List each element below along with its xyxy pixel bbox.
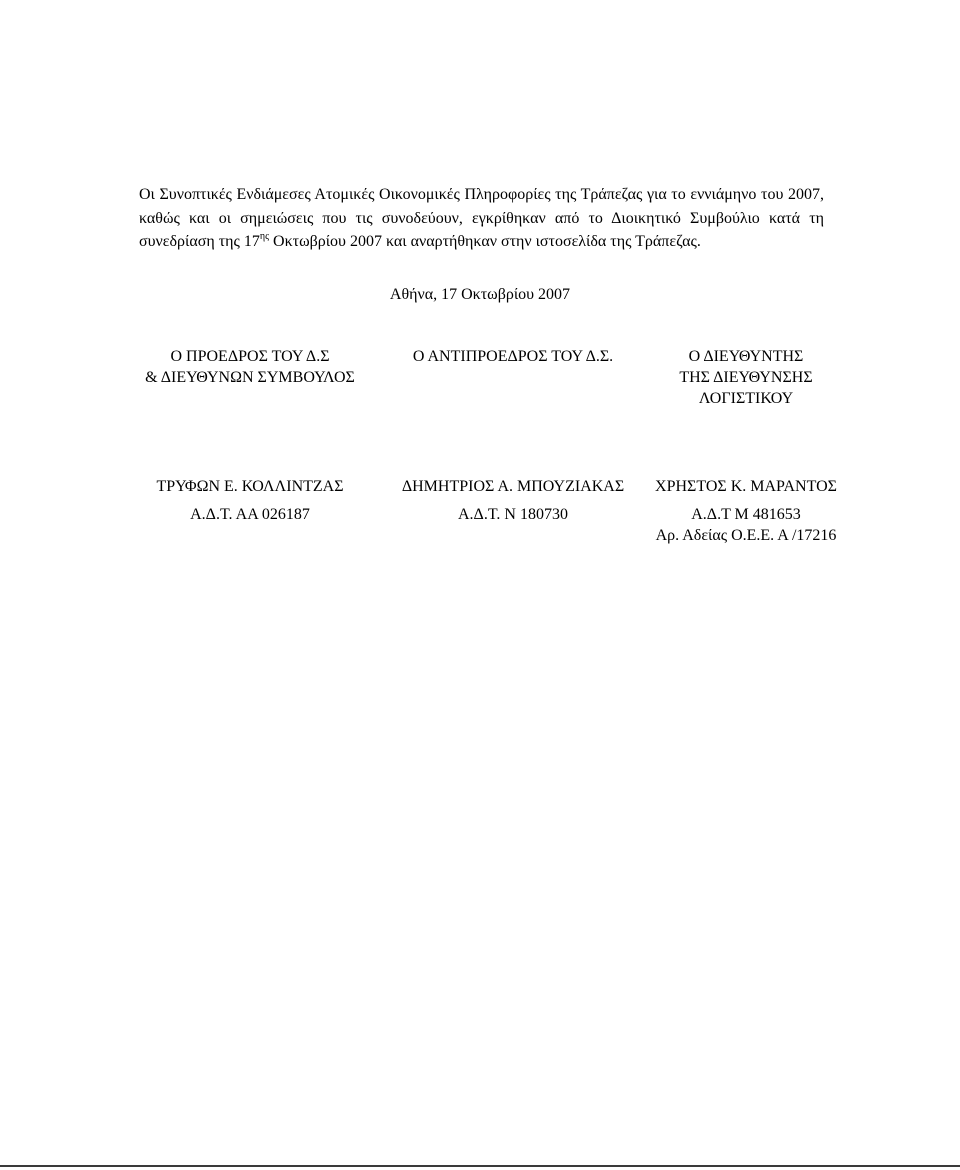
signatory-3-title — [616, 346, 876, 409]
signatory-1-id — [120, 504, 380, 525]
paragraph-text-start: Οι Συνοπτικές Ενδιάμεσες Ατομικές Οικονομικές Πληροφορίες της Τράπεζας για το εννιάμηνο του 2007, καθώς και οι σημειώσεις που τις συνοδεύουν, εγκρίθηκαν από το Διοικητικό Συμβούλιο κατά τη συνεδρίαση της 17 — [139, 186, 824, 250]
signatory-1-name: ΤΡΥΦΩΝ Ε. ΚΟΛΛΙΝΤΖΑΣ — [156, 478, 344, 495]
signatory-2-id-line-1: Α.Δ.Τ. Ν 180730 — [458, 506, 568, 523]
signatory-2-id — [383, 504, 643, 525]
paragraph-text-end: Οκτωβρίου 2007 και αναρτήθηκαν στην ιστοσελίδα της Τράπεζας. — [269, 233, 701, 250]
signatory-1-title-line-2: & ΔΙΕΥΘΥΝΩΝ ΣΥΜΒΟΥΛΟΣ — [145, 369, 355, 386]
ordinal-suffix: ης — [259, 231, 270, 242]
signatory-2-title — [383, 346, 643, 367]
place-and-date-text: Αθήνα, 17 Οκτωβρίου 2007 — [389, 286, 571, 303]
signatory-3-title-line-2: ΤΗΣ ΔΙΕΥΘΥΝΣΗΣ — [679, 369, 813, 386]
signatory-1-title-line-1: Ο ΠΡΟΕΔΡΟΣ ΤΟΥ Δ.Σ — [170, 348, 330, 365]
signatory-1-id-line-1: Α.Δ.Τ. ΑΑ 026187 — [190, 506, 310, 523]
signatory-3-id-line-1: Α.Δ.Τ Μ 481653 — [691, 506, 801, 523]
signatory-3-title-line-3: ΛΟΓΙΣΤΙΚΟΥ — [698, 390, 794, 407]
signatory-3-id — [616, 504, 876, 546]
approval-paragraph — [139, 183, 824, 254]
signatory-3-name: ΧΡΗΣΤΟΣ Κ. ΜΑΡΑΝΤΟΣ — [655, 478, 837, 495]
signatory-3-id-line-2: Αρ. Αδείας Ο.Ε.Ε. Α /17216 — [655, 527, 837, 544]
place-and-date — [0, 286, 960, 304]
signatory-2-title-line-1: Ο ΑΝΤΙΠΡΟΕΔΡΟΣ ΤΟΥ Δ.Σ. — [412, 348, 614, 365]
signatory-3-title-line-1: Ο ΔΙΕΥΘΥΝΤΗΣ — [688, 348, 804, 365]
bottom-rule — [0, 1165, 960, 1167]
signatory-2-name: ΔΗΜΗΤΡΙΟΣ Α. ΜΠΟΥΖΙΑΚΑΣ — [401, 478, 625, 495]
signatory-1-title — [120, 346, 380, 388]
